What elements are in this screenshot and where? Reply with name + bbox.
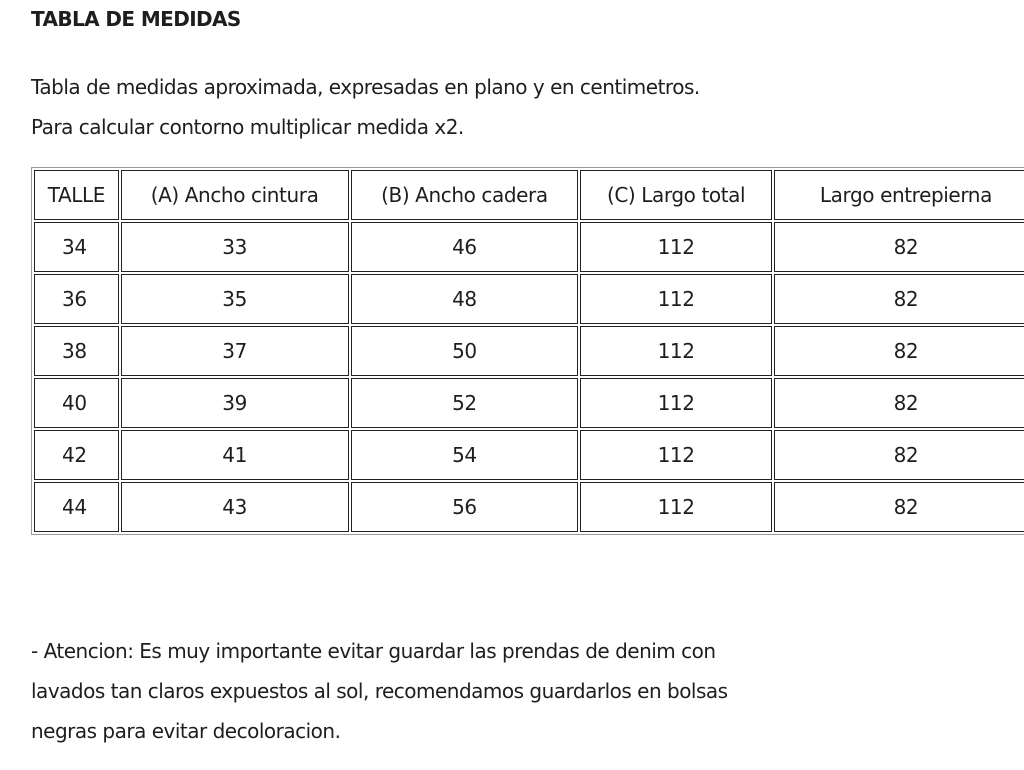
column-header-largo-entrepierna: Largo entrepierna [774,170,1024,220]
table-cell: 33 [121,222,349,272]
table-cell-size: 34 [34,222,119,272]
table-cell: 82 [774,326,1024,376]
table-row [34,222,1024,272]
column-header-ancho-cadera: (B) Ancho cadera [351,170,579,220]
column-header-largo-total: (C) Largo total [580,170,772,220]
column-header-ancho-cintura: (A) Ancho cintura [121,170,349,220]
table-row [34,274,1024,324]
table-header-row [34,170,1024,220]
care-note [31,631,728,751]
table-cell: 46 [351,222,579,272]
table-cell: 43 [121,482,349,532]
table-cell: 50 [351,326,579,376]
table-cell: 37 [121,326,349,376]
table-cell: 82 [774,274,1024,324]
table-cell: 35 [121,274,349,324]
table-cell: 112 [580,430,772,480]
table-cell: 82 [774,430,1024,480]
table-cell: 82 [774,378,1024,428]
table-cell: 112 [580,482,772,532]
table-row [34,326,1024,376]
table-cell: 82 [774,222,1024,272]
care-note-line: lavados tan claros expuestos al sol, recomendamos guardarlos en bolsas [31,679,728,703]
table-cell: 112 [580,222,772,272]
intro-line: Para calcular contorno multiplicar medida x2. [31,115,464,139]
size-table-container [31,167,1024,547]
intro-text [31,67,700,147]
table-cell: 112 [580,378,772,428]
table-cell: 52 [351,378,579,428]
table-cell: 82 [774,482,1024,532]
table-row [34,482,1024,532]
table-cell-size: 40 [34,378,119,428]
size-table [31,167,1024,535]
column-header-talle: TALLE [34,170,119,220]
table-cell-size: 36 [34,274,119,324]
table-cell: 112 [580,274,772,324]
table-cell: 41 [121,430,349,480]
table-cell-size: 38 [34,326,119,376]
care-note-line: - Atencion: Es muy importante evitar guardar las prendas de denim con [31,639,716,663]
table-cell: 48 [351,274,579,324]
table-cell: 39 [121,378,349,428]
page-title: TABLA DE MEDIDAS [31,7,241,31]
intro-line: Tabla de medidas aproximada, expresadas en plano y en centimetros. [31,75,700,99]
care-note-line: negras para evitar decoloracion. [31,719,341,743]
table-cell: 56 [351,482,579,532]
table-cell-size: 42 [34,430,119,480]
table-row [34,430,1024,480]
table-cell-size: 44 [34,482,119,532]
table-cell: 112 [580,326,772,376]
table-row [34,378,1024,428]
table-cell: 54 [351,430,579,480]
